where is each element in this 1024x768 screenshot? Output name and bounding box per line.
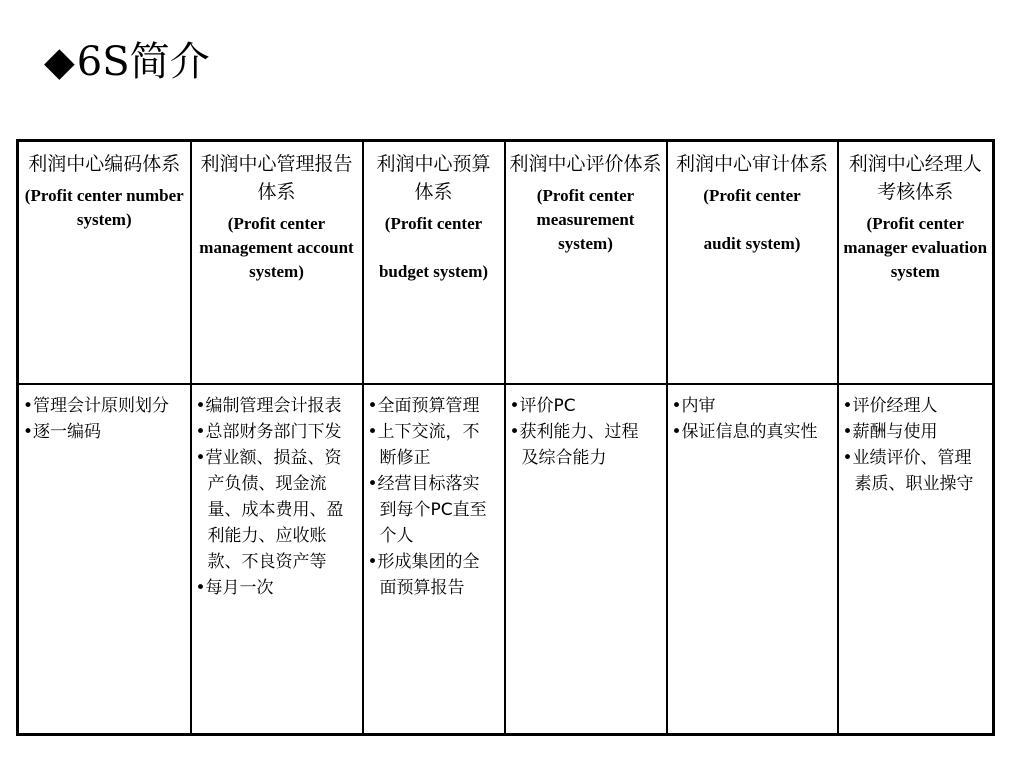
bullet-item: • 总部财务部门下发 bbox=[196, 419, 358, 445]
header-title-cn: 利润中心管理报告体系 bbox=[200, 153, 353, 203]
bullet-item: • 评价经理人 bbox=[843, 393, 989, 419]
bullet-item-continuation: 产负债、现金流 bbox=[207, 474, 327, 494]
slide-title bbox=[44, 32, 210, 92]
bullet-item-continuation: 及综合能力 bbox=[521, 448, 607, 468]
bullet-item-continuation: 断修正 bbox=[379, 448, 431, 468]
header-title-cn: 利润中心经理人考核体系 bbox=[848, 153, 982, 203]
bullet-item: • 获利能力、过程 bbox=[510, 419, 662, 445]
bullet-item-continuation: 款、不良资产等 bbox=[207, 552, 327, 572]
header-cell-manager-evaluation-system bbox=[838, 141, 994, 385]
body-cell-number-system bbox=[18, 384, 191, 735]
header-cell-audit-system bbox=[667, 141, 838, 385]
bullet-list bbox=[23, 393, 186, 445]
header-cell-measurement-system bbox=[505, 141, 667, 385]
bullet-item: • 评价PC bbox=[510, 393, 662, 419]
header-cell-management-report-system bbox=[191, 141, 363, 385]
bullet-item: • 全面预算管理 bbox=[368, 393, 500, 419]
bullet-item: • 形成集团的全 bbox=[368, 549, 500, 575]
body-cell-budget-system bbox=[363, 384, 505, 735]
bullet-item: • 管理会计原则划分 bbox=[23, 393, 186, 419]
bullet-item: • 薪酬与使用 bbox=[843, 419, 989, 445]
bullet-item: • 每月一次 bbox=[196, 575, 358, 601]
header-title-cn: 利润中心评价体系 bbox=[509, 153, 662, 175]
header-cell-budget-system bbox=[363, 141, 505, 385]
header-title-en: (Profit center audit system) bbox=[703, 186, 801, 253]
bullet-item: • 逐一编码 bbox=[23, 419, 186, 445]
body-cell-manager-evaluation-system bbox=[838, 384, 994, 735]
bullet-item: • 业绩评价、管理 bbox=[843, 445, 989, 471]
header-title-en: (Profit center number system) bbox=[24, 186, 184, 229]
bullet-item: • 营业额、损益、资 bbox=[196, 445, 358, 471]
bullet-list bbox=[196, 393, 358, 601]
bullet-item-continuation: 面预算报告 bbox=[379, 578, 465, 598]
profit-center-system-table bbox=[16, 139, 995, 736]
bullet-item: • 内审 bbox=[672, 393, 833, 419]
bullet-item: • 编制管理会计报表 bbox=[196, 393, 358, 419]
body-cell-measurement-system bbox=[505, 384, 667, 735]
header-title-en: (Profit center management account system) bbox=[199, 214, 354, 281]
bullet-list bbox=[843, 393, 989, 497]
bullet-item-continuation: 到每个PC直至 bbox=[379, 500, 487, 520]
bullet-list bbox=[368, 393, 500, 601]
bullet-item-continuation: 个人 bbox=[379, 526, 414, 546]
header-title-en: (Profit center budget system) bbox=[378, 214, 489, 281]
header-cell-number-system bbox=[18, 141, 191, 385]
table-body-row bbox=[18, 384, 994, 735]
header-title-cn: 利润中心编码体系 bbox=[28, 153, 181, 175]
table-header-row bbox=[18, 141, 994, 385]
header-title-cn: 利润中心预算体系 bbox=[376, 153, 491, 203]
diamond-bullet-icon: ◆ bbox=[44, 39, 75, 85]
header-title-cn: 利润中心审计体系 bbox=[675, 153, 828, 175]
bullet-list bbox=[672, 393, 833, 445]
body-cell-management-report-system bbox=[191, 384, 363, 735]
bullet-item: • 保证信息的真实性 bbox=[672, 419, 833, 445]
bullet-item: • 上下交流，不 bbox=[368, 419, 500, 445]
bullet-list bbox=[510, 393, 662, 471]
bullet-item-continuation: 量、成本费用、盈 bbox=[207, 500, 344, 520]
bullet-item-continuation: 利能力、应收账 bbox=[207, 526, 327, 546]
header-title-en: (Profit center measurement system) bbox=[536, 186, 635, 253]
slide-title-text: 6S简介 bbox=[76, 39, 210, 85]
header-title-en: (Profit center manager evaluation system bbox=[843, 214, 988, 281]
bullet-item-continuation: 素质、职业操守 bbox=[854, 474, 974, 494]
body-cell-audit-system bbox=[667, 384, 838, 735]
bullet-item: • 经营目标落实 bbox=[368, 471, 500, 497]
